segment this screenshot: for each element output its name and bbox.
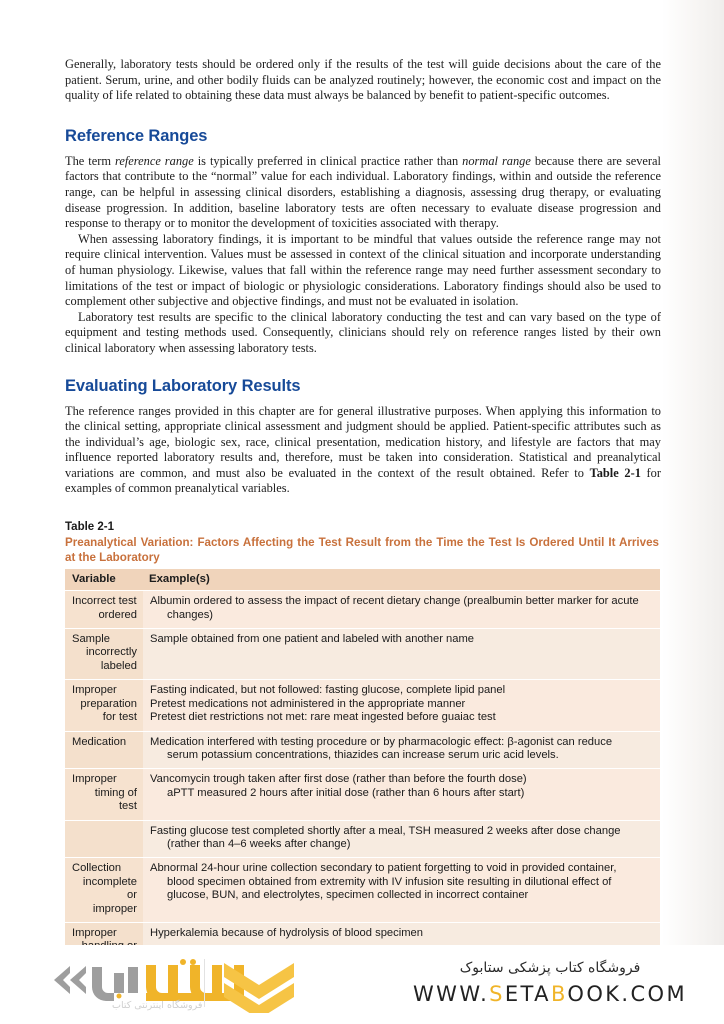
double-chevron-icon: [220, 961, 298, 1013]
variable-line: incomplete: [82, 875, 137, 888]
section-heading-evaluating-laboratory-results: Evaluating Laboratory Results: [65, 376, 301, 395]
preanalytical-variation-table: [65, 569, 660, 973]
variable-line: Improper: [72, 926, 117, 939]
table-cell-example: [143, 591, 660, 629]
paragraph-intro: Generally, laboratory tests should be ordered only if the results of the test will guide decisions about the care of the patient. Serum, urine, and other bodily fluids can be analyzed routinely; however, the economic cost and impact on the quality of life related to obtaining these data must always be balanced by benefit to patient-specific outcomes.: [65, 57, 661, 103]
table-row: [65, 591, 660, 629]
example-line: Abnormal 24-hour urine collection secondary to patient forgetting to void in provided container,: [150, 862, 617, 875]
example-line: Sample obtained from one patient and labeled with another name: [150, 633, 475, 646]
bold-table-reference: Table 2-1: [589, 465, 641, 480]
table-block: [65, 521, 661, 973]
variable-line: or: [127, 889, 137, 902]
table-cell-variable: [65, 680, 143, 731]
variable-line: Incorrect test: [72, 595, 137, 608]
table-cell-variable: [65, 591, 143, 629]
example-line: Fasting indicated, but not followed: fasting glucose, complete lipid panel: [150, 684, 506, 697]
setabook-logo: [52, 953, 352, 1017]
example-line: Medication interfered with testing procedure or by pharmacologic effect: β-agonist can reduce: [150, 735, 613, 748]
table-cell-example: [143, 731, 660, 769]
text-run: The term: [65, 153, 115, 168]
column-header-variable: Variable: [65, 569, 143, 591]
variable-line: preparation: [80, 697, 137, 710]
table-cell-example: [143, 680, 660, 731]
site-url-part: OOK.COM: [567, 982, 688, 1006]
footer-watermark: [0, 945, 724, 1024]
example-line: Pretest diet restrictions not met: rare meat ingested before guaiac test: [150, 711, 496, 724]
variable-line: for test: [102, 711, 137, 724]
table-row: [65, 629, 660, 680]
paragraph-reference-ranges-3: Laboratory test results are specific to the clinical laboratory conducting the test and can vary based on the type of equipment and testing methods used. Consequently, clinicians should rely on reference ranges listed by their own clinical laboratory when assessing laboratory tests.: [65, 309, 661, 355]
table-body: [65, 591, 660, 973]
table-cell-variable: [65, 731, 143, 769]
column-header-examples: Example(s): [143, 569, 660, 591]
page-edge-shading: [662, 0, 724, 945]
table-cell-variable: [65, 769, 143, 820]
table-row: [65, 769, 660, 820]
site-url[interactable]: [400, 982, 700, 1006]
table-cell-variable: [65, 858, 143, 923]
variable-line: incorrectly: [86, 646, 137, 659]
example-line: glucose, BUN, and electrolytes, specimen collected in incorrect container: [167, 889, 529, 902]
section-heading-reference-ranges: Reference Ranges: [65, 126, 208, 145]
text-run: for examples of common preanalytical variables.: [65, 465, 661, 496]
table-cell-variable: [65, 820, 143, 858]
italic-normal-range: normal range: [462, 153, 531, 168]
example-line: (rather than 4–6 weeks after change): [167, 837, 351, 850]
site-info: [400, 957, 700, 1006]
paragraph-evaluating-1: [65, 404, 661, 498]
paragraph-reference-ranges-2: When assessing laboratory findings, it is important to be mindful that values outside the reference range may not require clinical intervention. Values must be assessed in context of the clinical situation and incorporate understanding of human physiology. Likewise, values that fall within the reference range may need further assessment secondary to limitations of the test or impact of biologic or physiologic considerations. Laboratory findings should also be used to complement other subjective and objective findings, and must not be evaluated in isolation.: [65, 231, 661, 309]
variable-line: Collection: [72, 862, 122, 875]
page-content: [65, 57, 661, 973]
italic-reference-range: reference range: [114, 153, 194, 168]
paragraph-reference-ranges-1: [65, 154, 661, 232]
example-line: blood specimen obtained from extremity with IV infusion site resulting in dilutional effect of: [167, 875, 612, 888]
variable-line: ordered: [98, 608, 137, 621]
text-run: because there are several factors that contribute to the “normal” value for each individual. Laboratory findings, within and outside the reference range, can be helpful in assessing clinical disorders, establishing a diagnosis, assessing drug therapy, or evaluating disease progression. In addition, baseline laboratory tests are often necessary to evaluate disease progression and response to therapy or to monitor the development of toxicities associated with therapy.: [65, 153, 661, 231]
table-cell-example: [143, 629, 660, 680]
table-row: [65, 820, 660, 858]
example-line: serum potassium concentrations, thiazides can increase serum uric acid levels.: [167, 748, 559, 761]
example-line: Hyperkalemia because of hydrolysis of blood specimen: [150, 926, 423, 939]
table-cell-example: [143, 820, 660, 858]
example-line: Fasting glucose test completed shortly after a meal, TSH measured 2 weeks after dose change: [150, 824, 621, 837]
site-title-fa: فروشگاه کتاب پزشکی ستابوک: [459, 960, 641, 976]
example-line: Pretest medications not administered in the appropriate manner: [150, 697, 466, 710]
variable-line: timing of: [94, 786, 137, 799]
variable-line: Improper: [72, 684, 117, 697]
site-url-part: ETA: [504, 982, 551, 1006]
variable-line: Medication: [72, 735, 127, 748]
table-caption: [65, 536, 659, 565]
example-line: aPTT measured 2 hours after initial dose (rather than 6 hours after start): [167, 786, 525, 799]
logo-divider: [204, 959, 205, 1007]
table-cell-variable: [65, 629, 143, 680]
variable-line: test: [118, 800, 137, 813]
text-run: The reference ranges provided in this chapter are for general illustrative purposes. When applying this information to the clinical setting, appropriate clinical assessment and judgment should be applied. Patient-specific attributes such as the individual’s age, biologic sex, race, clinical presentation, medication history, and lifestyle are factors that may influence reported laboratory results and, therefore, must be taken into consideration. Statistical and preanalytical variations are common, and must also be evaluated in the context of the result obtained. Refer to: [65, 403, 661, 480]
site-url-part: B: [550, 982, 568, 1006]
example-line: changes): [167, 608, 214, 621]
table-header-row: [65, 569, 660, 591]
variable-line: Improper: [72, 773, 117, 786]
site-url-part: WWW.: [412, 982, 490, 1006]
table-cell-example: [143, 858, 660, 923]
example-line: Albumin ordered to assess the impact of recent dietary change (prealbumin better marker for acute: [150, 595, 639, 608]
site-url-part: S: [489, 982, 505, 1006]
variable-line: Sample: [72, 633, 110, 646]
table-row: [65, 858, 660, 923]
text-run: is typically preferred in clinical practice rather than: [193, 153, 463, 168]
table-row: [65, 680, 660, 731]
table-caption-text: Preanalytical Variation: Factors Affecting the Test Result from the Time the Test Is Ordered Until It Arrives at the Laboratory: [65, 536, 659, 564]
example-line: Vancomycin trough taken after first dose (rather than before the fourth dose): [150, 773, 527, 786]
variable-line: improper: [92, 902, 137, 915]
table-number: Table 2-1: [65, 521, 114, 534]
table-row: [65, 731, 660, 769]
table-cell-example: [143, 769, 660, 820]
variable-line: labeled: [100, 659, 137, 672]
setabook-logo-subtitle: فروشگاه اینترنتی کتاب: [112, 1000, 203, 1011]
